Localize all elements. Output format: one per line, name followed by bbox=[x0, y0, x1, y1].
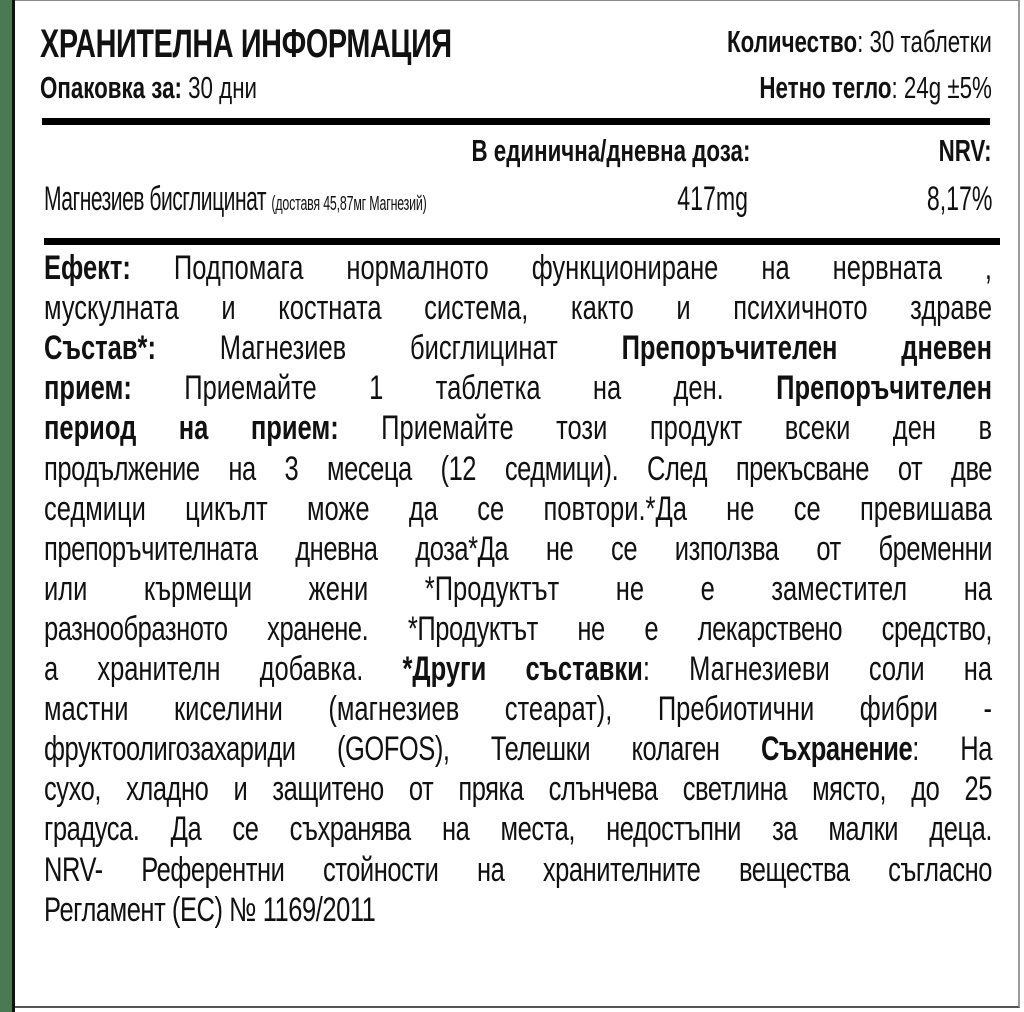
bold-label: прием: bbox=[44, 369, 132, 408]
body-line bbox=[44, 850, 992, 890]
body-line bbox=[44, 489, 992, 529]
ingredient-note: (доставя 45,87мг Магнезий) bbox=[271, 193, 427, 215]
body-line bbox=[44, 729, 992, 769]
quantity-info bbox=[727, 24, 992, 60]
body-line bbox=[44, 569, 992, 609]
body-text-segment: Приемайте този продукт всеки ден в bbox=[338, 409, 992, 448]
colon: : bbox=[891, 70, 898, 105]
ingredient-nrv: 8,17% bbox=[926, 180, 992, 218]
body-text-segment: Подпомага нормалното функциониране на нервната , bbox=[130, 249, 992, 287]
package-info bbox=[40, 70, 257, 106]
quantity-label: Количество bbox=[727, 24, 858, 59]
body-text-segment: продължение на 3 месеца (12 седмици). След прекъсване от две bbox=[44, 449, 992, 488]
body-text-segment: Приемайте 1 таблетка на ден. bbox=[131, 369, 777, 408]
body-text-segment: мускулната и костната система, както и психичното здраве bbox=[44, 289, 992, 328]
colon: : bbox=[857, 24, 864, 59]
bold-label: *Други съставки bbox=[402, 650, 643, 688]
net-weight-label: Нетно тегло bbox=[759, 70, 892, 105]
body-text-segment: или кърмещи жени *Продуктът не е заместител на bbox=[44, 569, 992, 608]
body-text-segment: седмици цикълт може да се повтори.*Да не се превишава bbox=[44, 489, 992, 528]
body-text-segment: Регламент (ЕС) № 1169/2011 bbox=[44, 890, 376, 929]
body-text-segment: разнообразното хранене. *Продуктът не е лекарствено средство, bbox=[44, 609, 992, 648]
body-text-segment: градуса. Да се съхранява на места, недостъпни за малки деца. bbox=[44, 810, 992, 849]
header-divider bbox=[42, 118, 990, 125]
body-text-segment: : На bbox=[912, 730, 992, 769]
ingredient-label: Магнезиев бисглицинат bbox=[44, 180, 267, 218]
body-text-segment: а хранителн добавка. bbox=[44, 650, 403, 688]
body-text-segment: фруктоолигозахариди (GOFOS), Телешки колаген bbox=[44, 730, 761, 769]
nrv-column-header: NRV: bbox=[939, 133, 992, 168]
body-line bbox=[44, 288, 992, 328]
body-line bbox=[44, 809, 992, 849]
body-text-segment: сухо, хладно и защитено от пряка слънчева светлина място, до 25 bbox=[44, 770, 992, 809]
body-text-segment: : Магнезиеви соли на bbox=[642, 650, 993, 688]
body-line bbox=[44, 368, 992, 408]
net-weight-info bbox=[760, 70, 992, 106]
package-label: Опаковка за bbox=[40, 70, 175, 105]
edge-strip bbox=[0, 0, 12, 1012]
bold-label: Ефект: bbox=[44, 249, 131, 287]
body-line bbox=[44, 649, 992, 689]
body-line bbox=[44, 328, 992, 368]
body-line bbox=[44, 689, 992, 729]
body-line bbox=[44, 529, 992, 569]
bold-label: Състав*: bbox=[44, 329, 156, 368]
body-line bbox=[44, 449, 992, 489]
body-text-segment: мастни киселини (магнезиев стеарат), Пребиотични фибри - bbox=[44, 690, 992, 729]
net-weight-value: 24g ±5% bbox=[904, 70, 992, 105]
bold-label: период на прием: bbox=[44, 409, 339, 448]
dose-column-header: В единична/дневна доза: bbox=[471, 133, 750, 168]
ingredient-name bbox=[44, 180, 427, 219]
body-line bbox=[44, 408, 992, 448]
bold-label: Препоръчителен дневен bbox=[621, 329, 992, 368]
body-text-segment: препоръчителната дневна доза*Да не се използва от бременни bbox=[44, 529, 992, 568]
ingredient-amount: 417mg bbox=[677, 180, 748, 218]
bold-label: Препоръчителен bbox=[776, 369, 992, 408]
body-line bbox=[44, 609, 992, 649]
colon: : bbox=[174, 70, 182, 105]
body-line bbox=[44, 890, 992, 930]
table-divider bbox=[44, 238, 1000, 245]
body-text-segment: NRV- Референтни стойности на хранителните вещества съгласно bbox=[44, 850, 992, 889]
body-text-segment: Магнезиев бисглицинат bbox=[155, 329, 622, 368]
quantity-value: 30 таблетки bbox=[869, 24, 992, 59]
page-title: ХРАНИТЕЛНА ИНФОРМАЦИЯ bbox=[40, 22, 452, 66]
package-value: 30 дни bbox=[188, 70, 257, 105]
body-line bbox=[44, 769, 992, 809]
bold-label: Съхранение bbox=[760, 730, 913, 769]
body-line bbox=[44, 248, 992, 288]
